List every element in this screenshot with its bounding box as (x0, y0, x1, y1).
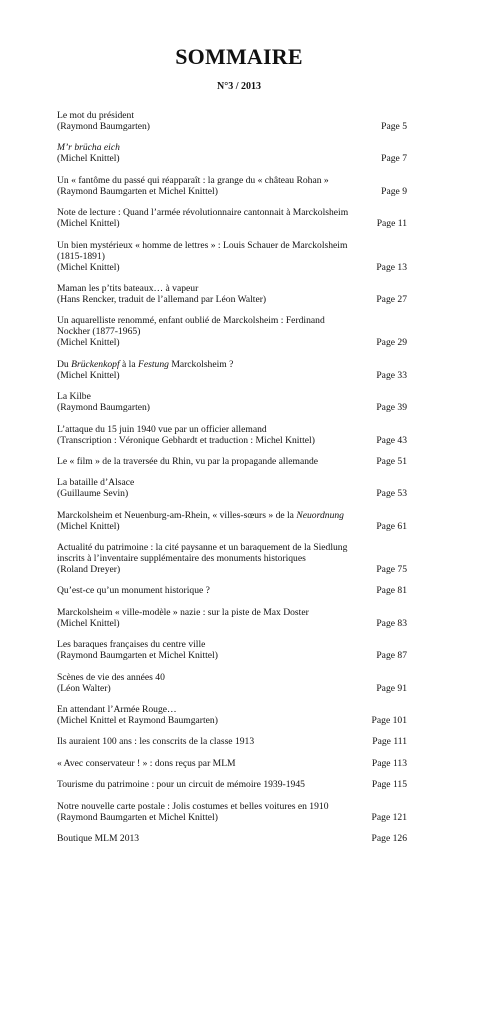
article-detail (57, 521, 357, 532)
toc-entry-text (57, 542, 357, 575)
text-segment: La bataille d’Alsace (57, 477, 135, 489)
toc-entry-text (57, 672, 357, 694)
toc-entry-text (57, 207, 357, 229)
page-number: Page 7 (381, 153, 407, 165)
text-segment: Notre nouvelle carte postale : Jolis costumes et belles voitures en 1910 (57, 800, 329, 812)
toc-entry (57, 424, 407, 446)
page-number: Page 5 (381, 121, 407, 132)
article-detail (57, 564, 357, 575)
page-number: Page 39 (376, 402, 407, 414)
text-segment: Marckolsheim « ville-modèle » nazie : sur la piste de Max Doster (57, 606, 309, 618)
toc-entry-text (57, 704, 357, 726)
article-title (57, 424, 357, 435)
text-segment: En attendant l’Armée Rouge… (57, 704, 177, 716)
article-detail (57, 294, 357, 305)
article-title (57, 283, 357, 294)
toc-entry-text (57, 359, 357, 381)
text-segment: Scènes de vie des années 40 (57, 671, 165, 683)
toc-entry-text (57, 607, 357, 629)
article-title (57, 175, 357, 186)
text-segment: inscrits à l’inventaire supplémentaire des monuments historiques (57, 553, 306, 565)
toc-entry-text (57, 142, 357, 164)
toc-entry (57, 801, 407, 823)
text-segment: Le mot du président (57, 110, 134, 121)
page-number: Page 101 (371, 715, 407, 727)
toc-entry (57, 833, 407, 844)
toc-entry (57, 315, 407, 348)
toc-entry (57, 240, 407, 273)
text-segment: Un « fantôme du passé qui réapparaît : la grange du « château Rohan » (57, 174, 329, 186)
text-segment: (Michel Knittel) (57, 153, 120, 165)
text-segment: (Michel Knittel et Raymond Baumgarten) (57, 715, 218, 727)
article-detail (57, 435, 357, 446)
article-title (57, 142, 357, 153)
text-segment: (Raymond Baumgarten et Michel Knittel) (57, 811, 218, 823)
article-detail (57, 186, 357, 197)
article-detail (57, 218, 357, 229)
text-segment: (Hans Rencker, traduit de l’allemand par Léon Walter) (57, 293, 267, 305)
page-number: Page 121 (371, 811, 407, 823)
article-title (57, 607, 357, 618)
page-number: Page 27 (376, 293, 407, 305)
article-title (57, 110, 357, 121)
article-detail (57, 683, 357, 694)
toc-entry (57, 207, 407, 229)
text-segment: L’attaque du 15 juin 1940 vue par un officier allemand (57, 423, 267, 435)
article-title (57, 704, 357, 715)
page-number: Page 91 (376, 682, 407, 694)
text-segment: Le « film » de la traversée du Rhin, vu par la propagande allemande (57, 455, 319, 467)
toc-entry (57, 758, 407, 769)
text-segment: Ils auraient 100 ans : les conscrits de la classe 1913 (57, 736, 255, 748)
toc-entry-text (57, 801, 357, 823)
toc-entry-text (57, 510, 357, 532)
page-title: SOMMAIRE (175, 44, 303, 69)
toc-entry (57, 456, 407, 467)
text-segment: Les baraques françaises du centre ville (57, 639, 206, 651)
toc-entry (57, 736, 407, 747)
text-segment: Nockher (1877-1965) (57, 326, 141, 338)
text-segment: (Michel Knittel) (57, 369, 120, 381)
text-segment: (Raymond Baumgarten) (57, 402, 150, 414)
text-segment: Note de lecture : Quand l’armée révolutionnaire cantonnait à Marckolsheim (57, 207, 349, 219)
text-segment: (1815-1891) (57, 250, 105, 262)
article-detail (57, 618, 357, 629)
toc-entry (57, 110, 407, 132)
toc-entry (57, 510, 407, 532)
italic-text: Brückenkopf (71, 358, 120, 370)
text-segment: à la (119, 358, 138, 370)
toc-entry (57, 704, 407, 726)
text-segment: Un aquarelliste renommé, enfant oublié de Marckolsheim : Ferdinand (57, 315, 325, 327)
page-number: Page 9 (381, 185, 407, 197)
text-segment: (Roland Dreyer) (57, 564, 121, 576)
toc-entry (57, 607, 407, 629)
table-of-contents (57, 110, 407, 854)
toc-entry (57, 142, 407, 164)
page-number: Page 61 (376, 520, 407, 532)
toc-entry-text (57, 110, 357, 132)
text-segment: (Michel Knittel) (57, 617, 120, 629)
toc-entry-text (57, 240, 357, 273)
page-number: Page 126 (371, 832, 407, 844)
toc-entry-text (57, 779, 357, 790)
italic-text: Neuordnung (296, 509, 344, 521)
text-segment: « Avec conservateur ! » : dons reçus par MLM (57, 757, 236, 769)
page-number: Page 113 (371, 757, 407, 769)
toc-entry (57, 359, 407, 381)
article-title (57, 585, 357, 596)
article-title (57, 639, 357, 650)
page-number: Page 53 (376, 488, 407, 500)
article-title (57, 240, 357, 251)
page-number: Page 81 (376, 585, 407, 597)
toc-entry-text (57, 477, 357, 499)
article-detail (57, 121, 357, 132)
article-detail (57, 153, 357, 164)
text-segment: (Raymond Baumgarten et Michel Knittel) (57, 185, 218, 197)
toc-entry (57, 542, 407, 575)
toc-entry (57, 639, 407, 661)
article-detail (57, 812, 357, 823)
page-number: Page 11 (376, 218, 407, 230)
article-detail (57, 337, 357, 348)
toc-entry-text (57, 639, 357, 661)
article-title (57, 207, 357, 218)
article-title (57, 542, 357, 553)
text-segment: Tourisme du patrimoine : pour un circuit de mémoire 1939-1945 (57, 779, 305, 791)
article-title (57, 833, 357, 844)
article-detail (57, 251, 357, 262)
toc-entry (57, 672, 407, 694)
page-number: Page 87 (376, 650, 407, 662)
page-number: Page 75 (376, 564, 407, 576)
text-segment: (Michel Knittel) (57, 520, 120, 532)
article-title (57, 736, 357, 747)
text-segment: Un bien mystérieux « homme de lettres » : Louis Schauer de Marckolsheim (57, 239, 348, 251)
toc-entry-text (57, 833, 357, 844)
article-title (57, 477, 357, 488)
text-segment: Actualité du patrimoine : la cité paysanne et un baraquement de la Siedlung (57, 542, 348, 554)
italic-text: Festung (138, 358, 169, 370)
text-segment: (Raymond Baumgarten et Michel Knittel) (57, 650, 218, 662)
text-segment: (Guillaume Sevin) (57, 488, 129, 500)
toc-entry-text (57, 424, 357, 446)
article-detail (57, 326, 357, 337)
toc-entry-text (57, 456, 357, 467)
article-title (57, 779, 357, 790)
page-number: Page 43 (376, 434, 407, 446)
article-title (57, 359, 357, 370)
toc-entry (57, 175, 407, 197)
issue-number: N°3 / 2013 (217, 81, 261, 92)
text-segment: (Michel Knittel) (57, 261, 120, 273)
page-number: Page 33 (376, 369, 407, 381)
toc-entry-text (57, 585, 357, 596)
toc-entry (57, 477, 407, 499)
toc-entry-text (57, 283, 357, 305)
article-detail (57, 370, 357, 381)
text-segment: Du (57, 358, 72, 370)
article-title (57, 456, 357, 467)
article-title (57, 801, 357, 812)
text-segment: (Raymond Baumgarten) (57, 121, 150, 132)
text-segment: Maman les p’tits bateaux… à vapeur (57, 282, 199, 294)
article-detail (57, 262, 357, 273)
toc-entry-text (57, 736, 357, 747)
text-segment: La Kilbe (57, 391, 91, 403)
article-detail (57, 402, 357, 413)
toc-entry (57, 779, 407, 790)
toc-entry (57, 283, 407, 305)
toc-entry (57, 585, 407, 596)
article-title (57, 315, 357, 326)
page-number: Page 115 (371, 779, 407, 791)
article-detail (57, 488, 357, 499)
text-segment: (Michel Knittel) (57, 218, 120, 230)
page-number: Page 83 (376, 617, 407, 629)
article-title (57, 758, 357, 769)
text-segment: Marckolsheim ? (168, 358, 234, 370)
article-title (57, 672, 357, 683)
toc-entry (57, 391, 407, 413)
toc-entry-text (57, 175, 357, 197)
text-segment: Qu’est-ce qu’un monument historique ? (57, 585, 210, 597)
article-detail (57, 650, 357, 661)
page-number: Page 51 (376, 455, 407, 467)
article-title (57, 391, 357, 402)
page-number: Page 29 (376, 337, 407, 349)
text-segment: (Léon Walter) (57, 682, 111, 694)
text-segment: Boutique MLM 2013 (57, 832, 140, 844)
toc-entry-text (57, 758, 357, 769)
italic-text: M’r brücha eich (57, 142, 120, 154)
article-detail (57, 553, 357, 564)
text-segment: (Transcription : Véronique Gebhardt et traduction : Michel Knittel) (57, 434, 315, 446)
article-detail (57, 715, 357, 726)
toc-entry-text (57, 391, 357, 413)
page-number: Page 13 (376, 261, 407, 273)
page-number: Page 111 (372, 736, 407, 748)
article-title (57, 510, 357, 521)
text-segment: (Michel Knittel) (57, 337, 120, 349)
text-segment: Marckolsheim et Neuenburg-am-Rhein, « villes-sœurs » de la (57, 509, 297, 521)
toc-entry-text (57, 315, 357, 348)
